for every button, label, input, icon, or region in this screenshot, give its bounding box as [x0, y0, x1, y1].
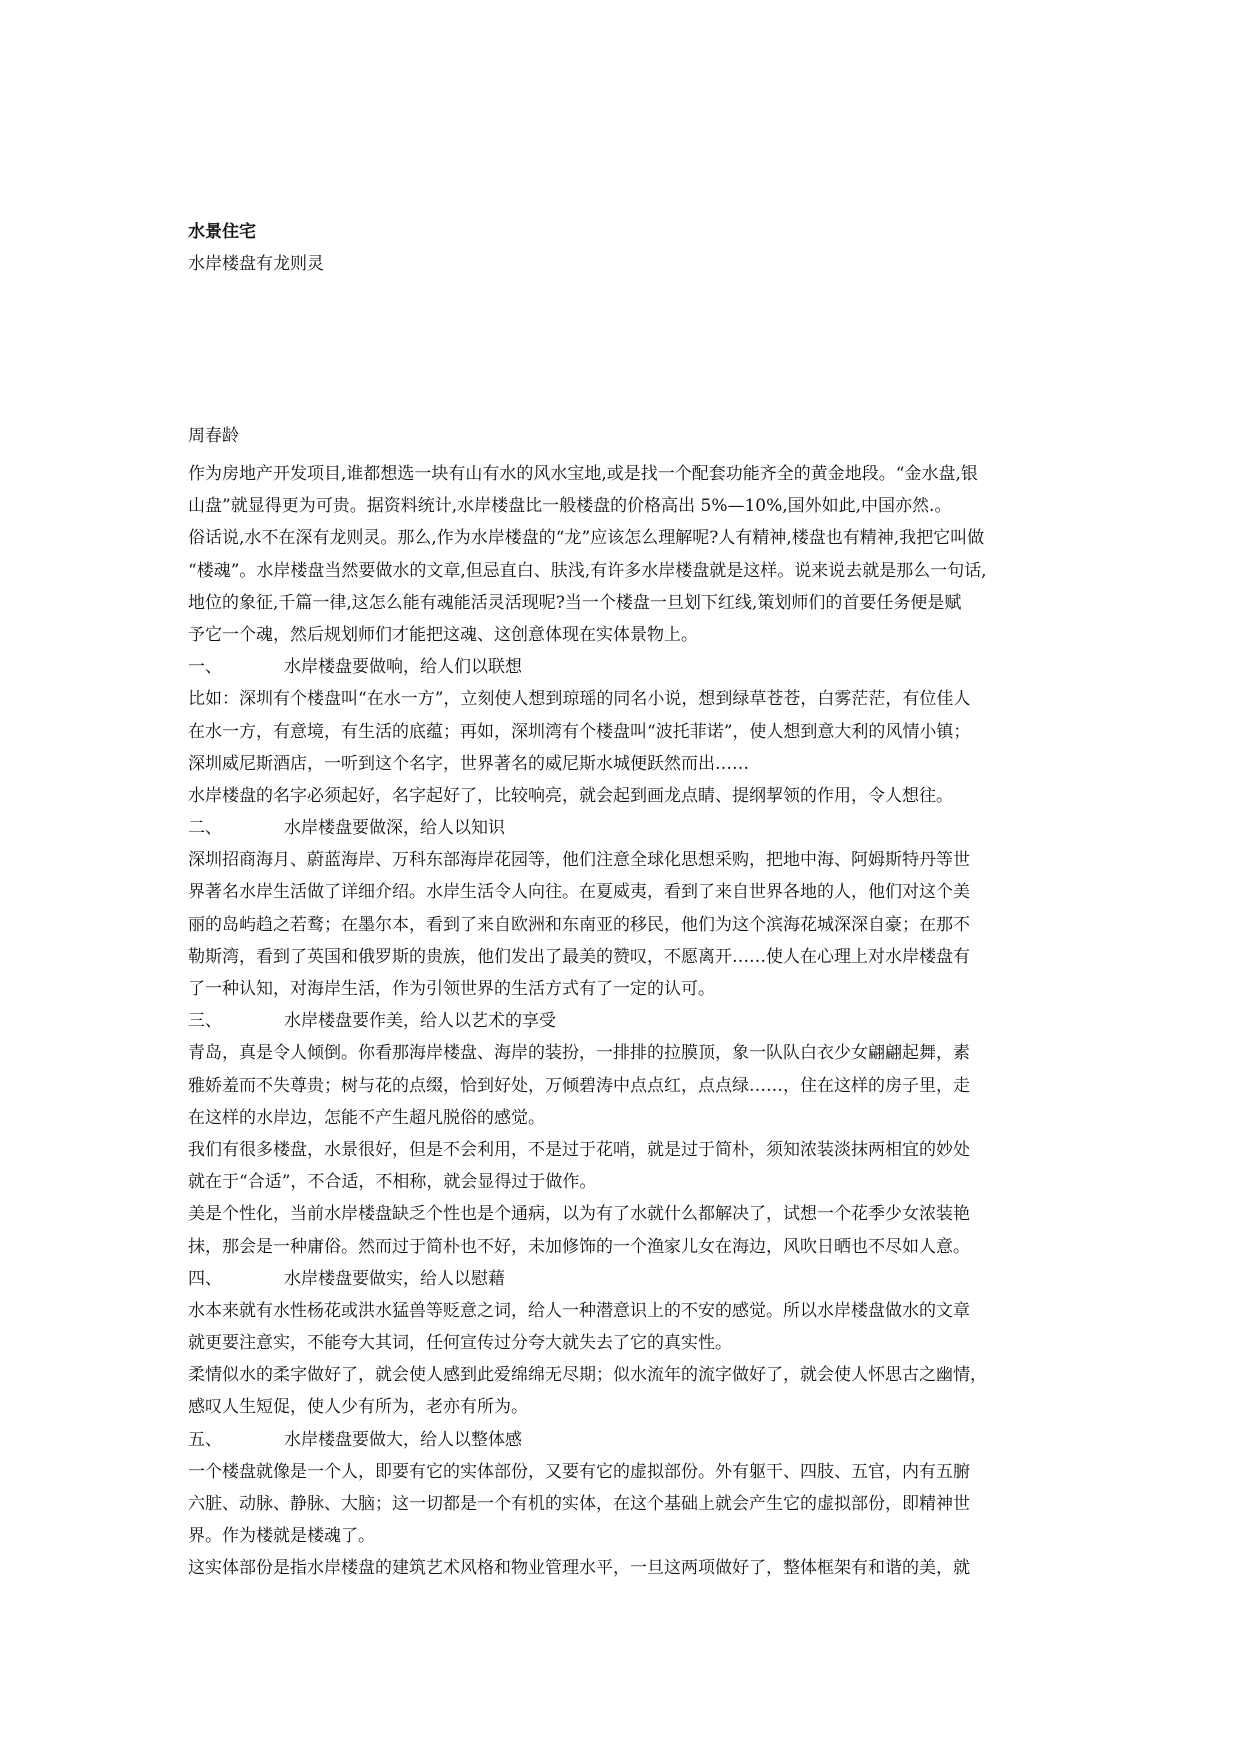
- paragraph-line: 予它一个魂，然后规划师们才能把这魂、这创意体现在实体景物上。: [188, 624, 698, 645]
- paragraph-line: 就在于“合适”，不合适，不相称，就会显得过于做作。: [188, 1172, 597, 1193]
- section-heading-text: 水岸楼盘要做深，给人以知识: [284, 818, 505, 839]
- paragraph-line: 山盘”就显得更为可贵。据资料统计,水岸楼盘比一般楼盘的价格高出 5%—10%,国外如此,中国亦然.。: [188, 496, 952, 517]
- section-number: 二、: [188, 818, 222, 839]
- paragraph-line: 界著名水岸生活做了详细介绍。水岸生活令人向往。在夏威夷，看到了来自世界各地的人，他们对这个美: [188, 882, 970, 903]
- paragraph-line: 柔情似水的柔字做好了，就会使人感到此爱绵绵无尽期；似水流年的流字做好了，就会使人怀思古之幽情，: [188, 1365, 987, 1386]
- section-heading-text: 水岸楼盘要作美，给人以艺术的享受: [284, 1011, 556, 1032]
- paragraph-line: 感叹人生短促，使人少有所为，老亦有所为。: [188, 1397, 528, 1418]
- paragraph-line: 水岸楼盘的名字必须起好，名字起好了，比较响亮，就会起到画龙点睛、提纲挈领的作用，令人想往。: [188, 785, 953, 806]
- section-heading-text: 水岸楼盘要做大，给人以整体感: [284, 1429, 522, 1450]
- paragraph-line: 了一种认知，对海岸生活，作为引领世界的生活方式有了一定的认可。: [188, 979, 715, 999]
- paragraph-line: 抹，那会是一种庸俗。然而过于简朴也不好，未加修饰的一个渔家儿女在海边，风吹日晒也不尽如人意。: [188, 1236, 970, 1257]
- section-heading: [188, 651, 1060, 683]
- section-number: 三、: [188, 1011, 222, 1032]
- body-text: [188, 458, 1060, 1585]
- paragraph-line: 界。作为楼就是楼魂了。: [188, 1526, 375, 1547]
- paragraph-line: 我们有很多楼盘，水景很好，但是不会利用，不是过于花哨，就是过于简朴，须知浓装淡抹两相宜的妙处: [188, 1139, 970, 1160]
- paragraph-line: 六脏、动脉、静脉、大脑；这一切都是一个有机的实体，在这个基础上就会产生它的虚拟部份，即精神世: [188, 1494, 970, 1514]
- paragraph-line: 水本来就有水性杨花或洪水猛兽等贬意之词，给人一种潜意识上的不安的感觉。所以水岸楼盘做水的文章: [188, 1300, 970, 1321]
- section-heading: [188, 1424, 1060, 1456]
- paragraph-line: 勒斯湾，看到了英国和俄罗斯的贵族，他们发出了最美的赞叹，不愿离开……使人在心理上对水岸楼盘有: [188, 946, 970, 967]
- paragraph-line: 深圳威尼斯酒店，一听到这个名字，世界著名的威尼斯水城便跃然而出……: [188, 753, 749, 774]
- document-subtitle: 水岸楼盘有龙则灵: [188, 254, 324, 274]
- section-heading-text: 水岸楼盘要做实，给人以慰藉: [284, 1268, 505, 1289]
- paragraph-line: 青岛，真是令人倾倒。你看那海岸楼盘、海岸的装扮，一排排的拉膜顶，象一队队白衣少女翩翩起舞，素: [188, 1043, 970, 1064]
- document-title: 水景住宅: [188, 222, 256, 242]
- paragraph-line: 美是个性化，当前水岸楼盘缺乏个性也是个通病，以为有了水就什么都解决了，试想一个花季少女浓装艳: [188, 1204, 970, 1225]
- section-number: 四、: [188, 1268, 222, 1289]
- section-heading-text: 水岸楼盘要做响，给人们以联想: [284, 657, 522, 678]
- paragraph-line: 比如：深圳有个楼盘叫“在水一方”，立刻使人想到琼瑶的同名小说，想到绿草苍苍，白雾茫茫，有位佳人: [188, 689, 971, 710]
- paragraph-line: 俗话说,水不在深有龙则灵。那么,作为水岸楼盘的“龙”应该怎么理解呢?人有精神,楼盘也有精神,我把它叫做: [188, 528, 985, 549]
- paragraph-line: 雅娇羞而不失尊贵；树与花的点缀，恰到好处，万倾碧涛中点点红，点点绿……，住在这样的房子里，走: [188, 1075, 970, 1096]
- paragraph-line: 地位的象征,千篇一律,这怎么能有魂能活灵活现呢?当一个楼盘一旦划下红线,策划师们的首要任务便是赋: [188, 592, 962, 613]
- paragraph-line: “楼魂”。水岸楼盘当然要做水的文章,但忌直白、肤浅,有许多水岸楼盘就是这样。说来说去就是那么一句话,: [188, 560, 987, 581]
- section-heading: [188, 1005, 1060, 1037]
- section-number: 五、: [188, 1429, 222, 1450]
- author-name: 周春龄: [188, 426, 239, 446]
- document-page: [188, 220, 1060, 1585]
- paragraph-line: 这实体部份是指水岸楼盘的建筑艺术风格和物业管理水平，一旦这两项做好了，整体框架有和谐的美，就: [188, 1558, 970, 1579]
- section-heading: [188, 1263, 1060, 1295]
- paragraph-line: 在水一方，有意境，有生活的底蕴；再如，深圳湾有个楼盘叫“波托菲诺”，使人想到意大利的风情小镇；: [188, 721, 971, 742]
- paragraph-line: 一个楼盘就像是一个人，即要有它的实体部份，又要有它的虚拟部份。外有躯干、四肢、五官，内有五腑: [188, 1461, 970, 1482]
- section-number: 一、: [188, 657, 222, 678]
- section-heading: [188, 812, 1060, 844]
- paragraph-line: 深圳招商海月、蔚蓝海岸、万科东部海岸花园等，他们注意全球化思想采购，把地中海、阿姆斯特丹等世: [188, 850, 970, 871]
- paragraph-line: 就更要注意实，不能夸大其词，任何宣传过分夸大就失去了它的真实性。: [188, 1333, 732, 1354]
- paragraph-line: 丽的岛屿趋之若鹜；在墨尔本，看到了来自欧洲和东南亚的移民，他们为这个滨海花城深深自豪；在那不: [188, 914, 970, 935]
- paragraph-line: 作为房地产开发项目,谁都想选一块有山有水的风水宝地,或是找一个配套功能齐全的黄金地段。“金水盘,银: [188, 464, 978, 484]
- paragraph-line: 在这样的水岸边，怎能不产生超凡脱俗的感觉。: [188, 1107, 545, 1128]
